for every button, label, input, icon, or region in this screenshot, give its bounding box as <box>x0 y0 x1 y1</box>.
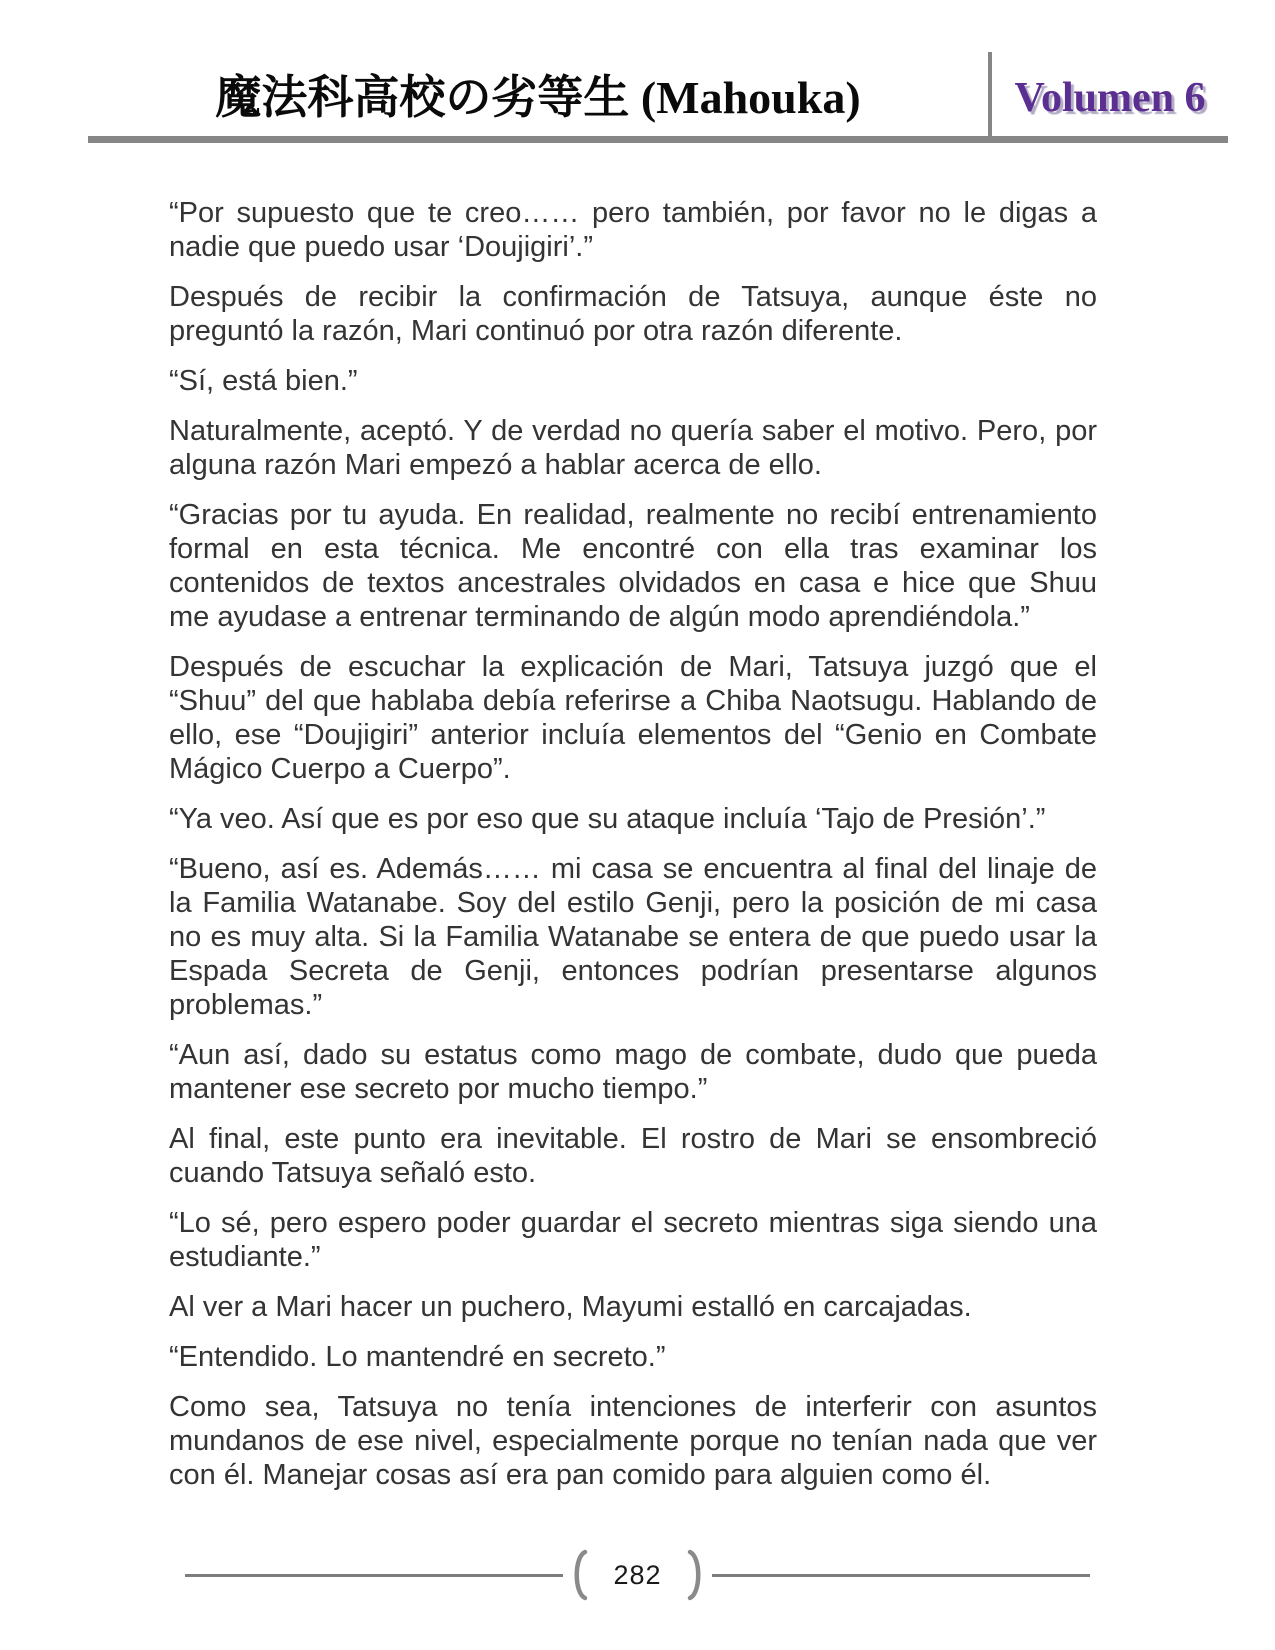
header-volume-box <box>992 74 1228 136</box>
footer-rule-left <box>185 1574 563 1577</box>
paragraph: “Lo sé, pero espero poder guardar el secreto mientras siga siendo una estudiante.” <box>169 1207 1097 1273</box>
paragraph: “Ya veo. Así que es por eso que su ataque incluía ‘Tajo de Presión’.” <box>169 803 1046 835</box>
paragraph: “Aun así, dado su estatus como mago de combate, dudo que pueda mantener ese secreto por mucho tiempo.” <box>169 1039 1097 1105</box>
page-header <box>88 52 1228 143</box>
header-title-area <box>88 73 988 136</box>
right-bracket-icon <box>686 1548 712 1602</box>
paragraph: “Sí, está bien.” <box>169 365 358 397</box>
page-footer <box>185 1548 1090 1602</box>
page-number: 282 <box>613 1559 662 1590</box>
paragraph: Al final, este punto era inevitable. El rostro de Mari se ensombreció cuando Tatsuya señaló esto. <box>169 1123 1097 1189</box>
paragraph: Como sea, Tatsuya no tenía intenciones de interferir con asuntos mundanos de ese nivel, especialmente porque no tenían nada que ver con él. Manejar cosas así era pan comido para alguien como él. <box>169 1391 1097 1491</box>
paragraph: “Por supuesto que te creo…… pero también, por favor no le digas a nadie que puedo usar ‘Doujigiri’.” <box>169 197 1097 263</box>
body-text <box>169 196 1097 1508</box>
paragraph: Después de recibir la confirmación de Tatsuya, aunque éste no preguntó la razón, Mari continuó por otra razón diferente. <box>169 281 1097 347</box>
paragraph: Después de escuchar la explicación de Mari, Tatsuya juzgó que el “Shuu” del que hablaba debía referirse a Chiba Naotsugu. Hablando de ello, ese “Doujigiri” anterior incluía elementos del “Genio en Combate Mágico Cuerpo a Cuerpo”. <box>169 651 1097 785</box>
paragraph: Naturalmente, aceptó. Y de verdad no quería saber el motivo. Pero, por alguna razón Mari empezó a hablar acerca de ello. <box>169 415 1097 481</box>
paragraph: Al ver a Mari hacer un puchero, Mayumi estalló en carcajadas. <box>169 1291 972 1323</box>
volume-label: Volumen 6 <box>1014 75 1206 121</box>
page-title: 魔法科高校の劣等生 (Mahouka) <box>215 72 861 124</box>
left-bracket-icon <box>563 1548 589 1602</box>
footer-rule-right <box>712 1574 1090 1577</box>
paragraph: “Gracias por tu ayuda. En realidad, realmente no recibí entrenamiento formal en esta técnica. Me encontré con ella tras examinar los contenidos de textos ancestrales olvidados en casa e hice que Shuu me ayudase a entrenar terminando de algún modo aprendiéndola.” <box>169 499 1097 633</box>
paragraph: “Entendido. Lo mantendré en secreto.” <box>169 1341 666 1373</box>
paragraph: “Bueno, así es. Además…… mi casa se encuentra al final del linaje de la Familia Watanabe. Soy del estilo Genji, pero la posición de mi casa no es muy alta. Si la Familia Watanabe se entera de que puedo usar la Espada Secreta de Genji, entonces podrían presentarse algunos problemas.” <box>169 853 1097 1021</box>
